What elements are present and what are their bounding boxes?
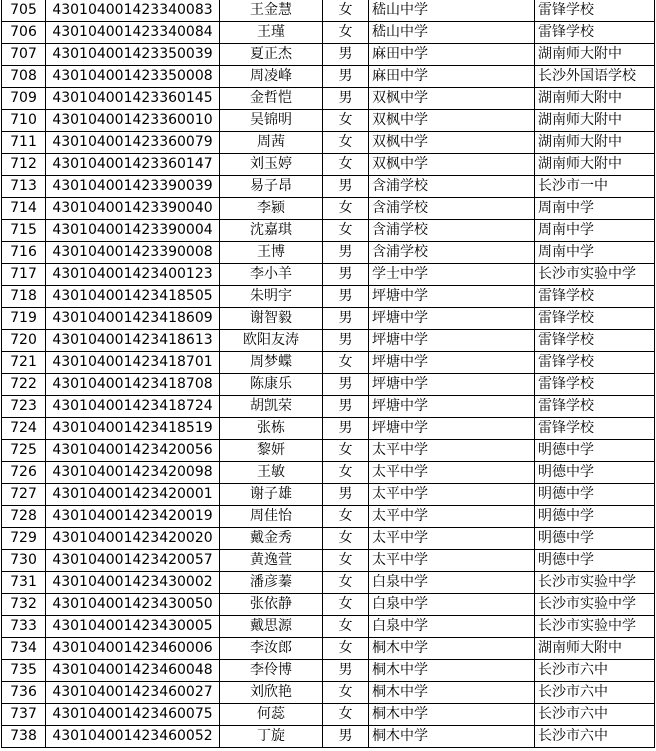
gender-cell: 男 <box>323 44 369 66</box>
student-id-cell: 430104001423360010 <box>46 110 220 132</box>
gender-cell: 女 <box>323 154 369 176</box>
row-number-cell: 725 <box>2 440 46 462</box>
admitted-school-cell: 长沙外国语学校 <box>535 66 655 88</box>
table-row <box>2 594 655 616</box>
gender-cell: 女 <box>323 0 369 22</box>
table-row <box>2 242 655 264</box>
student-id-cell: 430104001423420056 <box>46 440 220 462</box>
admitted-school-cell: 明德中学 <box>535 440 655 462</box>
admitted-school-cell: 明德中学 <box>535 550 655 572</box>
student-name-cell: 李颍 <box>220 198 323 220</box>
student-id-cell: 430104001423420001 <box>46 484 220 506</box>
table-row <box>2 396 655 418</box>
admitted-school-cell: 雷锋学校 <box>535 396 655 418</box>
table-row <box>2 550 655 572</box>
table-row <box>2 198 655 220</box>
row-number-cell: 721 <box>2 352 46 374</box>
admitted-school-cell: 长沙市实验中学 <box>535 264 655 286</box>
gender-cell: 女 <box>323 352 369 374</box>
admitted-school-cell: 明德中学 <box>535 506 655 528</box>
student-name-cell: 戴思源 <box>220 616 323 638</box>
origin-school-cell: 桐木中学 <box>369 638 535 660</box>
table-row <box>2 330 655 352</box>
student-name-cell: 丁旋 <box>220 726 323 748</box>
student-name-cell: 黄逸萱 <box>220 550 323 572</box>
admitted-school-cell: 雷锋学校 <box>535 22 655 44</box>
row-number-cell: 706 <box>2 22 46 44</box>
admitted-school-cell: 明德中学 <box>535 462 655 484</box>
student-id-cell: 430104001423430005 <box>46 616 220 638</box>
student-name-cell: 周佳怡 <box>220 506 323 528</box>
row-number-cell: 720 <box>2 330 46 352</box>
student-name-cell: 何蕊 <box>220 704 323 726</box>
origin-school-cell: 坪塘中学 <box>369 352 535 374</box>
origin-school-cell: 含浦学校 <box>369 220 535 242</box>
student-name-cell: 刘欣艳 <box>220 682 323 704</box>
gender-cell: 女 <box>323 440 369 462</box>
student-name-cell: 张栋 <box>220 418 323 440</box>
admitted-school-cell: 雷锋学校 <box>535 308 655 330</box>
table-row <box>2 418 655 440</box>
table-row <box>2 374 655 396</box>
row-number-cell: 714 <box>2 198 46 220</box>
origin-school-cell: 桐木中学 <box>369 660 535 682</box>
table-row <box>2 440 655 462</box>
table-row <box>2 264 655 286</box>
gender-cell: 男 <box>323 726 369 748</box>
gender-cell: 女 <box>323 220 369 242</box>
admitted-school-cell: 周南中学 <box>535 198 655 220</box>
student-id-cell: 430104001423420057 <box>46 550 220 572</box>
gender-cell: 男 <box>323 66 369 88</box>
table-row <box>2 726 655 748</box>
origin-school-cell: 学士中学 <box>369 264 535 286</box>
row-number-cell: 724 <box>2 418 46 440</box>
admitted-school-cell: 长沙市实验中学 <box>535 594 655 616</box>
student-id-cell: 430104001423460048 <box>46 660 220 682</box>
admitted-school-cell: 雷锋学校 <box>535 0 655 22</box>
row-number-cell: 734 <box>2 638 46 660</box>
student-id-cell: 430104001423360079 <box>46 132 220 154</box>
student-id-cell: 430104001423350039 <box>46 44 220 66</box>
student-name-cell: 谢智毅 <box>220 308 323 330</box>
origin-school-cell: 坪塘中学 <box>369 396 535 418</box>
admitted-school-cell: 雷锋学校 <box>535 330 655 352</box>
origin-school-cell: 嵇山中学 <box>369 22 535 44</box>
table-row <box>2 638 655 660</box>
student-name-cell: 戴金秀 <box>220 528 323 550</box>
table-row <box>2 572 655 594</box>
student-id-cell: 430104001423390004 <box>46 220 220 242</box>
table-row <box>2 660 655 682</box>
table-row <box>2 352 655 374</box>
row-number-cell: 723 <box>2 396 46 418</box>
table-row <box>2 616 655 638</box>
admitted-school-cell: 长沙市六中 <box>535 704 655 726</box>
origin-school-cell: 坪塘中学 <box>369 308 535 330</box>
origin-school-cell: 白泉中学 <box>369 616 535 638</box>
gender-cell: 男 <box>323 176 369 198</box>
admitted-school-cell: 湖南师大附中 <box>535 132 655 154</box>
table-row <box>2 22 655 44</box>
student-name-cell: 夏正杰 <box>220 44 323 66</box>
student-name-cell: 胡凯荣 <box>220 396 323 418</box>
row-number-cell: 717 <box>2 264 46 286</box>
row-number-cell: 716 <box>2 242 46 264</box>
gender-cell: 男 <box>323 660 369 682</box>
origin-school-cell: 坪塘中学 <box>369 418 535 440</box>
gender-cell: 男 <box>323 264 369 286</box>
student-id-cell: 430104001423418708 <box>46 374 220 396</box>
origin-school-cell: 含浦学校 <box>369 198 535 220</box>
table-row <box>2 484 655 506</box>
row-number-cell: 733 <box>2 616 46 638</box>
student-name-cell: 谢子雄 <box>220 484 323 506</box>
admitted-school-cell: 湖南师大附中 <box>535 154 655 176</box>
table-row <box>2 220 655 242</box>
row-number-cell: 722 <box>2 374 46 396</box>
origin-school-cell: 白泉中学 <box>369 594 535 616</box>
gender-cell: 男 <box>323 374 369 396</box>
table-row <box>2 528 655 550</box>
gender-cell: 女 <box>323 22 369 44</box>
admitted-school-cell: 长沙市实验中学 <box>535 616 655 638</box>
row-number-cell: 727 <box>2 484 46 506</box>
origin-school-cell: 坪塘中学 <box>369 286 535 308</box>
row-number-cell: 719 <box>2 308 46 330</box>
student-name-cell: 王敏 <box>220 462 323 484</box>
student-id-cell: 430104001423390008 <box>46 242 220 264</box>
row-number-cell: 729 <box>2 528 46 550</box>
admitted-school-cell: 周南中学 <box>535 242 655 264</box>
student-id-cell: 430104001423430050 <box>46 594 220 616</box>
student-name-cell: 张依静 <box>220 594 323 616</box>
student-id-cell: 430104001423460027 <box>46 682 220 704</box>
table-row <box>2 176 655 198</box>
admitted-school-cell: 湖南师大附中 <box>535 44 655 66</box>
row-number-cell: 707 <box>2 44 46 66</box>
origin-school-cell: 嵇山中学 <box>369 0 535 22</box>
student-id-cell: 430104001423420098 <box>46 462 220 484</box>
student-id-cell: 430104001423418609 <box>46 308 220 330</box>
origin-school-cell: 太平中学 <box>369 550 535 572</box>
admitted-school-cell: 周南中学 <box>535 220 655 242</box>
student-id-cell: 430104001423418613 <box>46 330 220 352</box>
student-name-cell: 黎妍 <box>220 440 323 462</box>
gender-cell: 女 <box>323 682 369 704</box>
student-name-cell: 沈嘉琪 <box>220 220 323 242</box>
table-body <box>2 0 655 748</box>
student-id-cell: 430104001423390039 <box>46 176 220 198</box>
student-name-cell: 李汝郎 <box>220 638 323 660</box>
gender-cell: 女 <box>323 506 369 528</box>
gender-cell: 女 <box>323 132 369 154</box>
student-name-cell: 王博 <box>220 242 323 264</box>
student-name-cell: 刘玉婷 <box>220 154 323 176</box>
origin-school-cell: 坪塘中学 <box>369 330 535 352</box>
table-row <box>2 44 655 66</box>
table-row <box>2 308 655 330</box>
origin-school-cell: 麻田中学 <box>369 66 535 88</box>
gender-cell: 女 <box>323 462 369 484</box>
row-number-cell: 718 <box>2 286 46 308</box>
student-id-cell: 430104001423430002 <box>46 572 220 594</box>
origin-school-cell: 麻田中学 <box>369 44 535 66</box>
origin-school-cell: 坪塘中学 <box>369 374 535 396</box>
table-row <box>2 506 655 528</box>
admission-list-table <box>1 0 655 748</box>
row-number-cell: 728 <box>2 506 46 528</box>
table-row <box>2 286 655 308</box>
gender-cell: 女 <box>323 594 369 616</box>
row-number-cell: 715 <box>2 220 46 242</box>
gender-cell: 男 <box>323 484 369 506</box>
student-name-cell: 陈康乐 <box>220 374 323 396</box>
admitted-school-cell: 长沙市六中 <box>535 682 655 704</box>
row-number-cell: 708 <box>2 66 46 88</box>
row-number-cell: 710 <box>2 110 46 132</box>
gender-cell: 男 <box>323 242 369 264</box>
student-name-cell: 王瑾 <box>220 22 323 44</box>
gender-cell: 男 <box>323 88 369 110</box>
origin-school-cell: 双枫中学 <box>369 154 535 176</box>
student-id-cell: 430104001423360145 <box>46 88 220 110</box>
admitted-school-cell: 雷锋学校 <box>535 352 655 374</box>
row-number-cell: 713 <box>2 176 46 198</box>
gender-cell: 女 <box>323 110 369 132</box>
admitted-school-cell: 长沙市实验中学 <box>535 572 655 594</box>
table-row <box>2 66 655 88</box>
gender-cell: 女 <box>323 638 369 660</box>
gender-cell: 男 <box>323 308 369 330</box>
table-row <box>2 0 655 22</box>
gender-cell: 男 <box>323 418 369 440</box>
admitted-school-cell: 湖南师大附中 <box>535 110 655 132</box>
gender-cell: 男 <box>323 396 369 418</box>
row-number-cell: 735 <box>2 660 46 682</box>
student-id-cell: 430104001423400123 <box>46 264 220 286</box>
student-id-cell: 430104001423460006 <box>46 638 220 660</box>
student-name-cell: 李伶博 <box>220 660 323 682</box>
row-number-cell: 730 <box>2 550 46 572</box>
student-id-cell: 430104001423420020 <box>46 528 220 550</box>
origin-school-cell: 白泉中学 <box>369 572 535 594</box>
origin-school-cell: 太平中学 <box>369 528 535 550</box>
student-name-cell: 周凌峰 <box>220 66 323 88</box>
origin-school-cell: 桐木中学 <box>369 704 535 726</box>
student-name-cell: 潘彦蓁 <box>220 572 323 594</box>
table-row <box>2 110 655 132</box>
gender-cell: 女 <box>323 616 369 638</box>
student-id-cell: 430104001423350008 <box>46 66 220 88</box>
gender-cell: 女 <box>323 528 369 550</box>
student-id-cell: 430104001423420019 <box>46 506 220 528</box>
student-name-cell: 易子昂 <box>220 176 323 198</box>
origin-school-cell: 桐木中学 <box>369 726 535 748</box>
admitted-school-cell: 湖南师大附中 <box>535 88 655 110</box>
gender-cell: 女 <box>323 198 369 220</box>
admitted-school-cell: 明德中学 <box>535 484 655 506</box>
student-name-cell: 周茜 <box>220 132 323 154</box>
student-id-cell: 430104001423340084 <box>46 22 220 44</box>
table-row <box>2 704 655 726</box>
origin-school-cell: 双枫中学 <box>369 110 535 132</box>
admitted-school-cell: 雷锋学校 <box>535 286 655 308</box>
row-number-cell: 737 <box>2 704 46 726</box>
row-number-cell: 736 <box>2 682 46 704</box>
student-name-cell: 欧阳友涛 <box>220 330 323 352</box>
gender-cell: 男 <box>323 286 369 308</box>
row-number-cell: 726 <box>2 462 46 484</box>
gender-cell: 女 <box>323 550 369 572</box>
row-number-cell: 711 <box>2 132 46 154</box>
student-id-cell: 430104001423418519 <box>46 418 220 440</box>
student-id-cell: 430104001423460052 <box>46 726 220 748</box>
admitted-school-cell: 明德中学 <box>535 528 655 550</box>
admitted-school-cell: 湖南师大附中 <box>535 638 655 660</box>
origin-school-cell: 双枫中学 <box>369 132 535 154</box>
origin-school-cell: 双枫中学 <box>369 88 535 110</box>
table-row <box>2 154 655 176</box>
origin-school-cell: 含浦学校 <box>369 176 535 198</box>
row-number-cell: 732 <box>2 594 46 616</box>
student-name-cell: 朱明宇 <box>220 286 323 308</box>
student-id-cell: 430104001423360147 <box>46 154 220 176</box>
admitted-school-cell: 长沙市六中 <box>535 726 655 748</box>
origin-school-cell: 桐木中学 <box>369 682 535 704</box>
origin-school-cell: 太平中学 <box>369 462 535 484</box>
table-row <box>2 88 655 110</box>
origin-school-cell: 太平中学 <box>369 484 535 506</box>
table-row <box>2 132 655 154</box>
row-number-cell: 709 <box>2 88 46 110</box>
student-id-cell: 430104001423418701 <box>46 352 220 374</box>
table-row <box>2 462 655 484</box>
gender-cell: 女 <box>323 704 369 726</box>
student-id-cell: 430104001423418505 <box>46 286 220 308</box>
student-id-cell: 430104001423340083 <box>46 0 220 22</box>
gender-cell: 女 <box>323 572 369 594</box>
admitted-school-cell: 雷锋学校 <box>535 418 655 440</box>
table-row <box>2 682 655 704</box>
student-name-cell: 金哲恺 <box>220 88 323 110</box>
student-name-cell: 王金慧 <box>220 0 323 22</box>
admitted-school-cell: 长沙市一中 <box>535 176 655 198</box>
row-number-cell: 705 <box>2 0 46 22</box>
student-name-cell: 周梦蝶 <box>220 352 323 374</box>
student-name-cell: 李小羊 <box>220 264 323 286</box>
admitted-school-cell: 长沙市六中 <box>535 660 655 682</box>
origin-school-cell: 含浦学校 <box>369 242 535 264</box>
row-number-cell: 738 <box>2 726 46 748</box>
student-name-cell: 吴锦明 <box>220 110 323 132</box>
student-id-cell: 430104001423418724 <box>46 396 220 418</box>
row-number-cell: 712 <box>2 154 46 176</box>
gender-cell: 男 <box>323 330 369 352</box>
admitted-school-cell: 雷锋学校 <box>535 374 655 396</box>
origin-school-cell: 太平中学 <box>369 506 535 528</box>
student-id-cell: 430104001423390040 <box>46 198 220 220</box>
student-id-cell: 430104001423460075 <box>46 704 220 726</box>
row-number-cell: 731 <box>2 572 46 594</box>
origin-school-cell: 太平中学 <box>369 440 535 462</box>
